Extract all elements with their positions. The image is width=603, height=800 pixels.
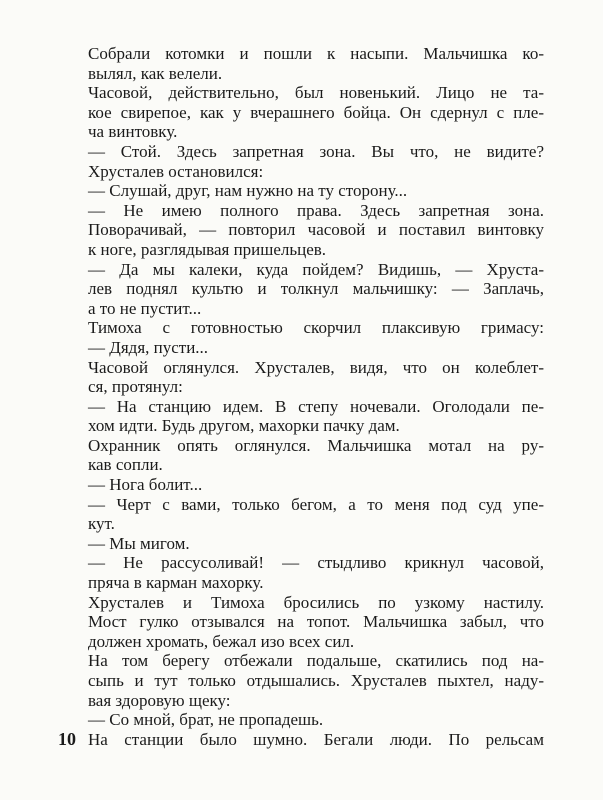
text-line: ча винтовку. <box>88 122 178 142</box>
text-line: — Черт с вами, только бегом, а то меня под суд упе- <box>88 494 544 514</box>
text-line: Собрали котомки и пошли к насыпи. Мальчишка ко- <box>88 44 544 63</box>
text-line: На станции было шумно. Бегали люди. По рельсам <box>88 729 544 749</box>
text-line: кое свирепое, как у вчерашнего бойца. Он сдернул с пле- <box>88 102 544 122</box>
text-line: вая здоровую щеку: <box>88 690 231 710</box>
text-line: Хрусталев и Тимоха бросились по узкому настилу. <box>88 592 544 612</box>
text-line: к ноге, разглядывая пришельцев. <box>88 239 327 259</box>
text-line: На том берегу отбежали подальше, скатились под на- <box>88 651 544 671</box>
text-line: кут. <box>88 514 115 534</box>
text-line: — Не рассусоливай! — стыдливо крикнул часовой, <box>88 553 544 573</box>
text-line: Часовой, действительно, был новенький. Лицо не та- <box>88 83 544 103</box>
text-line: лев поднял культю и толкнул мальчишку: — Заплачь, <box>88 279 544 299</box>
text-line: — Слушай, друг, нам нужно на ту сторону... <box>88 181 408 201</box>
text-line: — Мы мигом. <box>88 533 190 553</box>
text-line: Часовой оглянулся. Хрусталев, видя, что он колеблет- <box>88 357 544 377</box>
text-line: Тимоха с готовностью скорчил плаксивую гримасу: <box>88 318 544 338</box>
text-line: пряча в карман махорку. <box>88 573 264 593</box>
text-line: Хрусталев остановился: <box>88 161 264 181</box>
text-line: — Нога болит... <box>88 475 203 495</box>
text-line: — Дядя, пусти... <box>88 337 209 357</box>
text-line: — На станцию идем. В степу ночевали. Оголодали пе- <box>88 396 544 416</box>
text-line: Охранник опять оглянулся. Мальчишка мотал на ру- <box>88 435 544 455</box>
text-line: а то не пустит... <box>88 298 202 318</box>
text-line: Мост гулко отзывался на топот. Мальчишка забыл, что <box>88 612 544 632</box>
text-line: — Да мы калеки, куда пойдем? Видишь, — Хруста- <box>88 259 544 279</box>
text-line: должен хромать, бежал изо всех сил. <box>88 631 355 651</box>
text-line: ся, протянул: <box>88 377 183 397</box>
text-line: — Не имею полного права. Здесь запретная зона. <box>88 200 544 220</box>
text-line: кав сопли. <box>88 455 163 475</box>
body-text <box>88 44 544 749</box>
text-line: — Стой. Здесь запретная зона. Вы что, не видите? <box>88 141 544 161</box>
text-line: хом идти. Будь другом, махорки пачку дам. <box>88 416 400 436</box>
text-line: — Со мной, брат, не пропадешь. <box>88 710 324 730</box>
text-line: вылял, как велели. <box>88 63 223 83</box>
text-line: сыпь и тут только отдышались. Хрусталев пыхтел, наду- <box>88 671 544 690</box>
page-number: 10 <box>58 729 76 749</box>
text-line: Поворачивай, — повторил часовой и поставил винтовку <box>88 220 544 240</box>
